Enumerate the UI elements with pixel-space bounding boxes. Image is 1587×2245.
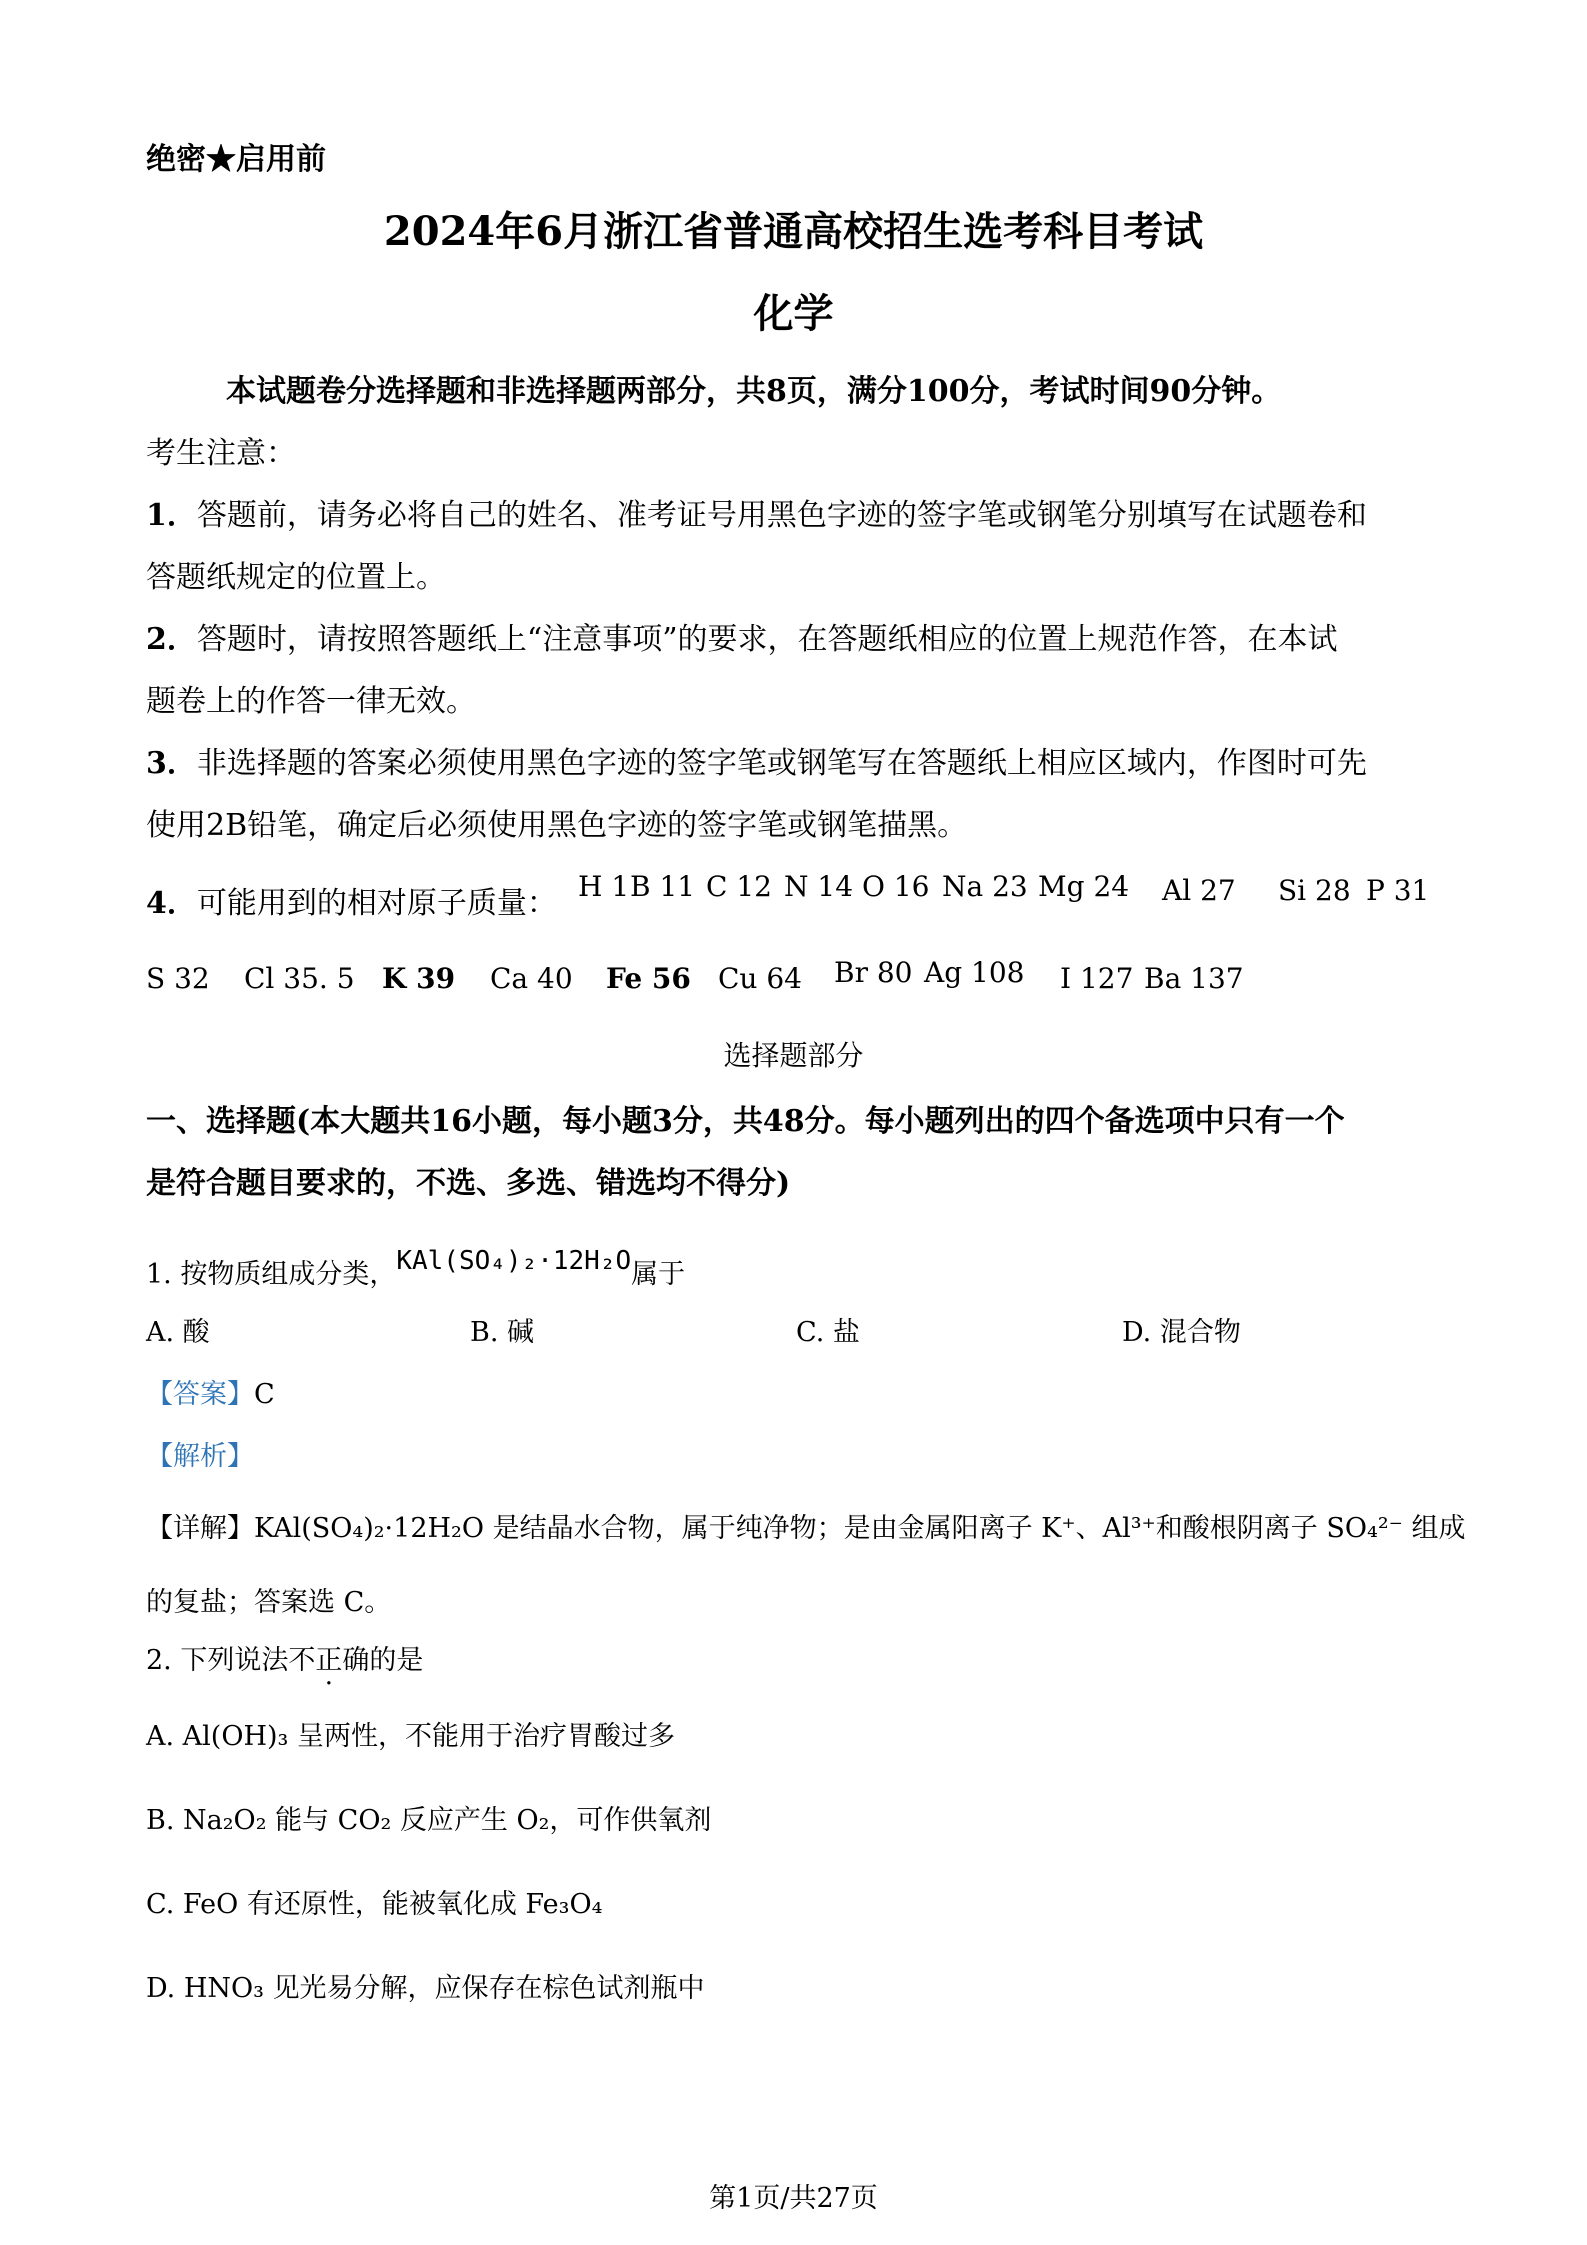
q2-emphasis: 不正确	[288, 1645, 370, 1676]
exam-title: 2024年6月浙江省普通高校招生选考科目考试	[383, 208, 1204, 255]
notice-2-line2: 题卷上的作答一律无效。	[146, 684, 476, 719]
q1-formula: KAl(SO₄)₂·12H₂O	[396, 1246, 632, 1276]
atomic-mass: Ag 108	[924, 956, 1025, 989]
atomic-mass: C 12	[706, 870, 772, 903]
section-title: 选择题部分	[723, 1039, 864, 1072]
page-number: 第1页/共27页	[709, 2183, 878, 2214]
atomic-mass: Ba 137	[1144, 962, 1244, 995]
secret-label: 绝密★启用前	[146, 142, 326, 177]
notice-2-line1: 2．答题时，请按照答题纸上“注意事项”的要求，在答题纸相应的位置上规范作答，在本试	[146, 622, 1338, 657]
atomic-mass: P 31	[1366, 874, 1430, 907]
atomic-mass: N 14	[784, 870, 854, 903]
atomic-mass: Si 28	[1278, 874, 1351, 907]
q2-option-a: A. Al(OH)₃ 呈两性，不能用于治疗胃酸过多	[146, 1721, 675, 1752]
atomic-mass: Al 27	[1162, 874, 1236, 907]
atomic-mass: O 16	[862, 870, 930, 903]
notice-3-line2: 使用2B铅笔，确定后必须使用黑色字迹的签字笔或钢笔描黑。	[146, 808, 968, 843]
q1-option-d: D. 混合物	[1122, 1317, 1241, 1348]
atomic-mass: H 1	[578, 870, 630, 903]
notice-1-line1: 1．答题前，请务必将自己的姓名、准考证号用黑色字迹的签字笔或钢笔分别填写在试题卷和	[146, 498, 1367, 533]
atomic-mass: Ca 40	[490, 962, 573, 995]
section-heading-line2: 是符合题目要求的，不选、多选、错选均不得分)	[146, 1166, 791, 1201]
notice-1-line2: 答题纸规定的位置上。	[146, 560, 446, 595]
q1-detail-line1: 【详解】KAl(SO₄)₂·12H₂O 是结晶水合物，属于纯净物；是由金属阳离子 K⁺、Al³⁺和酸根阴离子 SO₄²⁻ 组成	[146, 1513, 1466, 1544]
notice-4-line1: 4．可能用到的相对原子质量：	[146, 886, 557, 921]
notice-title: 考生注意：	[146, 436, 296, 471]
q1-analysis-tag: 【解析】	[146, 1441, 254, 1472]
atomic-mass: Fe 56	[606, 962, 691, 995]
q1-option-a: A. 酸	[146, 1317, 210, 1348]
atomic-mass: Na 23	[942, 870, 1028, 903]
atomic-mass: Mg 24	[1038, 870, 1130, 903]
exam-intro: 本试题卷分选择题和非选择题两部分，共8页，满分100分，考试时间90分钟。	[226, 374, 1282, 409]
q1-option-c: C. 盐	[796, 1317, 860, 1348]
atomic-mass: S 32	[146, 962, 210, 995]
atomic-mass: K 39	[382, 962, 456, 995]
q2-option-d: D. HNO₃ 见光易分解，应保存在棕色试剂瓶中	[146, 1973, 705, 2004]
notice-3-line1: 3．非选择题的答案必须使用黑色字迹的签字笔或钢笔写在答题纸上相应区域内，作图时可先	[146, 746, 1367, 781]
q2-stem: 2. 下列说法不正确的是	[146, 1638, 423, 1677]
subject-title: 化学	[753, 290, 834, 337]
section-heading-line1: 一、选择题(本大题共16小题，每小题3分，共48分。每小题列出的四个备选项中只有一个	[146, 1104, 1345, 1139]
atomic-mass: Cl 35. 5	[244, 962, 355, 995]
atomic-mass: I 127	[1060, 962, 1134, 995]
q2-option-b: B. Na₂O₂ 能与 CO₂ 反应产生 O₂，可作供氧剂	[146, 1805, 712, 1836]
atomic-mass: B 11	[630, 870, 696, 903]
q1-stem: 1. 按物质组成分类，KAl(SO₄)₂·12H₂O属于	[146, 1246, 686, 1290]
atomic-mass: Br 80	[834, 956, 913, 989]
atomic-mass: Cu 64	[718, 962, 802, 995]
q1-option-b: B. 碱	[470, 1317, 535, 1348]
q1-detail-line2: 的复盐；答案选 C。	[146, 1587, 392, 1618]
q2-option-c: C. FeO 有还原性，能被氧化成 Fe₃O₄	[146, 1889, 603, 1920]
q1-answer: 【答案】C	[146, 1379, 275, 1410]
